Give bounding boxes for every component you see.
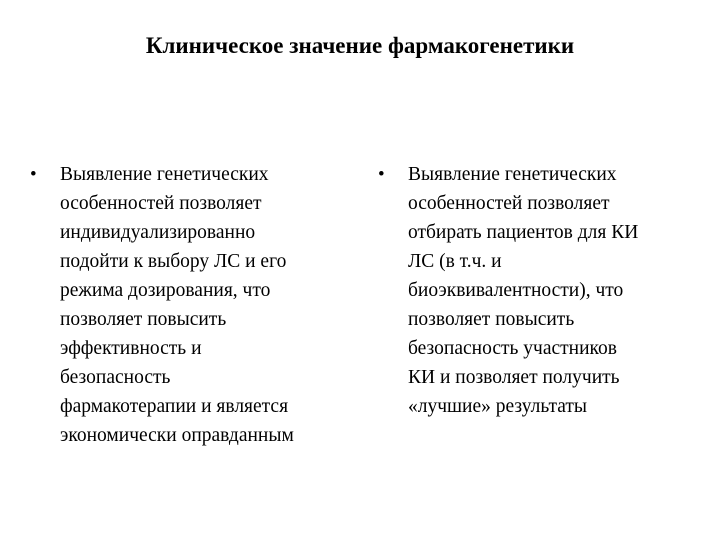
right-bullet-item <box>378 160 698 421</box>
left-bullet-item <box>30 160 360 450</box>
right-bullet-text: Выявление генетических особенностей позволяет отбирать пациентов для КИ ЛС (в т.ч. и биоэквивалентности), что позволяет повысить безопасность участников КИ и позволяет получить «лучшие» результаты <box>408 164 639 417</box>
left-bullet-text: Выявление генетических особенностей позволяет индивидуализированно подойти к выбору ЛС и его режима дозирования, что позволяет повысить эффективность и безопасность фармакотерапии и является экономически оправданным <box>60 164 294 446</box>
slide-title: Клиническое значение фармакогенетики <box>145 33 575 58</box>
bullet-marker: • <box>30 164 37 185</box>
bullet-marker: • <box>378 164 385 185</box>
